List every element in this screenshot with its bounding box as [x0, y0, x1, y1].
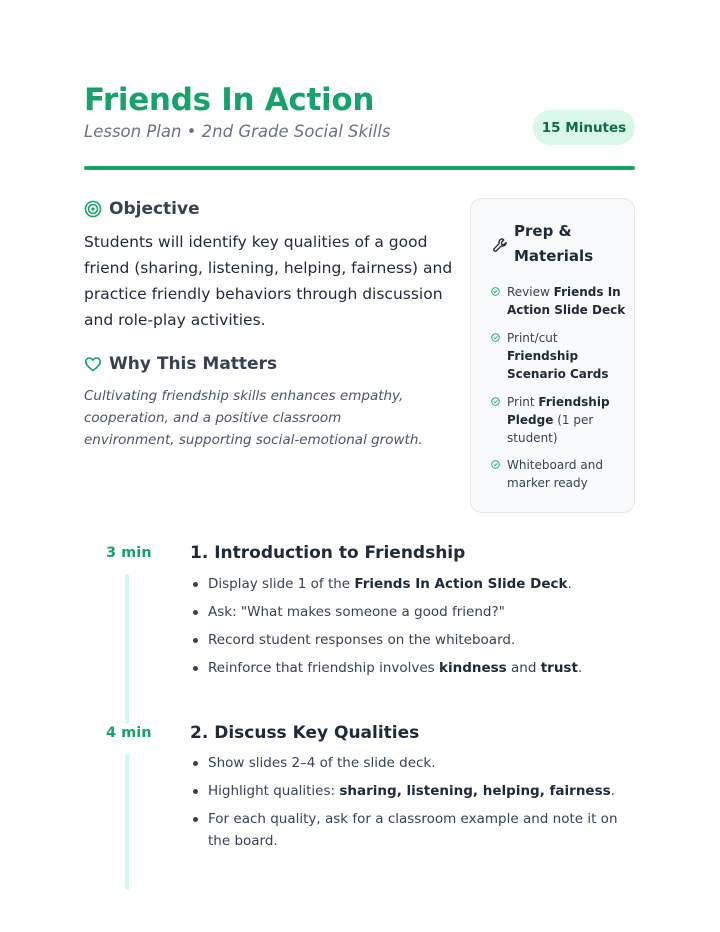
header-divider [84, 166, 635, 170]
timeline-bar [125, 754, 129, 890]
prep-item-text: Whiteboard and marker ready [507, 458, 603, 490]
prep-item [491, 283, 626, 319]
step-bullet-item: Reinforce that friendship involves kindness and trust. [190, 657, 630, 679]
prep-title: Prep & Materials [514, 222, 594, 265]
heart-icon [84, 355, 102, 373]
check-circle-icon [491, 287, 500, 296]
step-bullet-item: Highlight qualities: sharing, listening, helping, fairness. [190, 780, 630, 802]
prep-materials-card [470, 198, 635, 513]
check-circle-icon [491, 333, 500, 342]
step-bullet-item: Record student responses on the whiteboard. [190, 629, 630, 651]
page-subtitle: Lesson Plan • 2nd Grade Social Skills [84, 122, 391, 141]
duration-badge: 15 Minutes [533, 110, 635, 145]
step-bullet-item: For each quality, ask for a classroom example and note it on the board. [190, 808, 630, 852]
step-time-label: 4 min [106, 725, 152, 741]
step-bullets [190, 752, 630, 858]
step-title: 2. Discuss Key Qualities [190, 723, 420, 743]
why-heading [84, 354, 277, 374]
prep-item-text: Print/cut Friendship Scenario Cards [507, 331, 609, 381]
prep-item-text: Print Friendship Pledge (1 per student) [507, 395, 610, 445]
page-title: Friends In Action [84, 82, 375, 118]
objective-heading-label: Objective [109, 199, 200, 219]
prep-item-text: Review Friends In Action Slide Deck [507, 285, 626, 317]
step-bullets [190, 573, 630, 685]
step-bullet-item: Ask: "What makes someone a good friend?" [190, 601, 630, 623]
why-text: Cultivating friendship skills enhances empathy, cooperation, and a positive classroom environment, supporting social-emotional growth. [84, 388, 423, 448]
timeline-bar [125, 574, 129, 724]
check-circle-icon [491, 460, 500, 469]
prep-item [491, 456, 626, 492]
why-heading-label: Why This Matters [109, 354, 278, 374]
step-time-label: 3 min [106, 545, 152, 561]
step-bullet-item: Show slides 2–4 of the slide deck. [190, 752, 630, 774]
check-circle-icon [491, 397, 500, 406]
wrench-icon [492, 237, 508, 253]
prep-item [491, 329, 626, 383]
step-bullet-item: Display slide 1 of the Friends In Action Slide Deck. [190, 573, 630, 595]
objective-heading [84, 199, 200, 219]
objective-text: Students will identify key qualities of a good friend (sharing, listening, helping, fairness) and practice friendly behaviors through discussion and role-play activities. [84, 233, 453, 329]
prep-item [491, 393, 626, 447]
step-title: 1. Introduction to Friendship [190, 543, 466, 563]
target-icon [84, 200, 102, 218]
